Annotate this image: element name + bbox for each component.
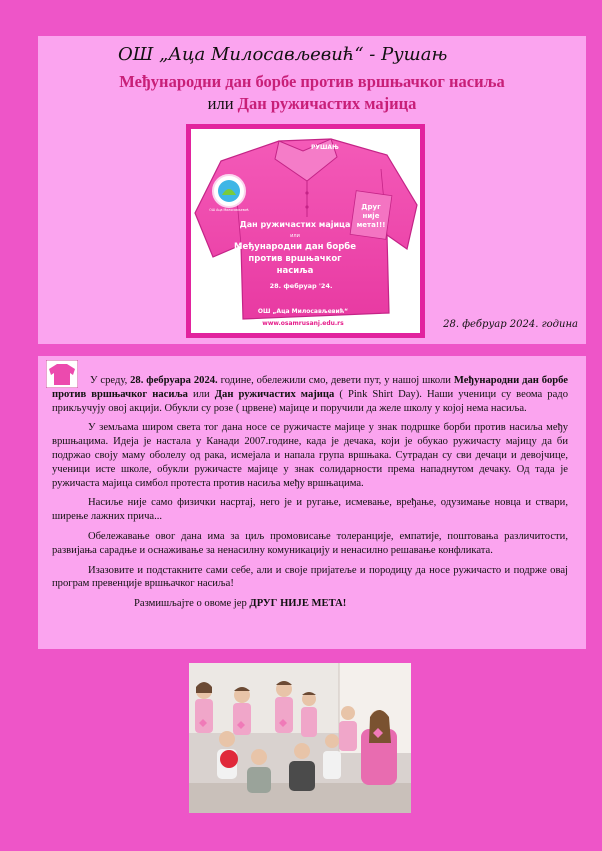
poster-footer-url: www.osamrusanj.edu.rs xyxy=(262,320,344,327)
poster-line-3: Међународни дан борбе xyxy=(233,242,357,252)
page-title: Међународни дан борбе против вршњачког насиља xyxy=(119,72,505,91)
header-panel xyxy=(38,36,586,344)
article-paragraph-1: У среду, 28. фебруара 2024. године, обележили смо, девети пут, у нашој школи Међународни дан борбе против вршњачког насиља или Дан ружичастих мајица ( Pink Shirt Day). Наши ученици су веома радо прикључују овој акцији. Обукли су розе ( црвене) мајице и поручили да желе школу у којој нема насиља. xyxy=(52,375,568,414)
poster-line-1: Дан ружичастих мајица xyxy=(239,220,351,229)
article-panel xyxy=(38,356,586,649)
red-balloon-icon xyxy=(220,750,238,768)
poster-line-6: 28. фебруар '24. xyxy=(269,282,333,290)
poster-logo-text: ОШ Аца Милосављевић xyxy=(209,208,249,212)
poster-footer-school: ОШ „Аца Милосављевић“ xyxy=(257,308,349,315)
poster-line-2: или xyxy=(290,233,300,239)
poster-line-5: насиља xyxy=(276,266,314,276)
article-closing: Размишљајте о овоме јер ДРУГ НИЈЕ МЕТА! xyxy=(134,598,347,610)
article-paragraph-5: Изазовите и подстакните сами себе, али и своје пријатеље и породицу да носе ружичасто и подрже овај програм превенције вршњачког насиља! xyxy=(52,564,568,590)
subtitle-main: Дан ружичастих мајица xyxy=(237,94,417,113)
page-subtitle xyxy=(38,94,586,114)
article-paragraph-3: Насиље није само физички насртај, него је и ругање, исмевање, вређање, одузимање новца и ствари, ширење лажних прича... xyxy=(52,497,568,523)
children-group-photo xyxy=(189,663,411,813)
poster-line-4: против вршњачког xyxy=(248,254,342,264)
pink-shirt-poster xyxy=(186,124,425,338)
date-caption: 28. фебруар 2024. година xyxy=(443,319,578,330)
article-body xyxy=(52,374,568,617)
subtitle-or: или xyxy=(207,94,234,113)
article-paragraph-2: У земљама широм света тог дана носе се ружичасте мајице у знак подршке борби против насиља међу вршњацима. Идеја је настала у Канади 2007.године, када је дечака, који је обукао ружичасту мајицу да би подржао своју маму оболелу од рака, исмејала и напала група вршњака. Сутрадан су сви дечаци и девојчице, ученици исте школе, обукли ружичасте мајице у знак солидарности према нападнутом дечаку. Од тада је ружичаста мајица симбол протеста против насиља међу вршњацима. xyxy=(52,422,568,489)
poster-pocket-line-2: није xyxy=(362,212,380,220)
poster-pocket-line-3: мета!!! xyxy=(356,221,386,229)
school-name: ОШ „Аца Милосављевић“ - Рушањ xyxy=(118,44,448,65)
pink-shirt-illustration xyxy=(191,129,420,333)
poster-collar-text: РУШАЊ xyxy=(311,144,339,151)
poster-pocket-line-1: Друг xyxy=(361,203,381,211)
article-paragraph-4: Обележавање овог дана има за циљ промовисање толеранције, емпатије, поштовања различитости, развијања сарадње и оснаживање за ненасилну комуникацију и ненасилно решавање конфликата. xyxy=(52,530,568,556)
